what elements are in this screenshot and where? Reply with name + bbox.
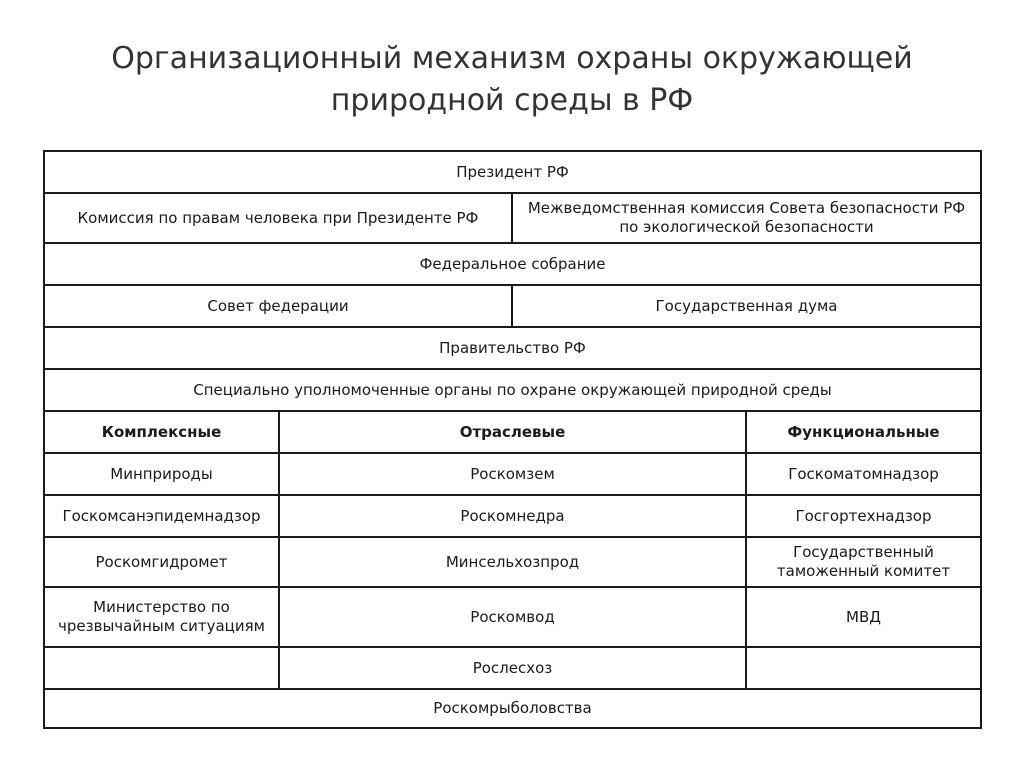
table-cell: Роскомвод (279, 587, 746, 647)
org-structure-table (43, 150, 982, 729)
table-cell (44, 647, 279, 689)
table-cell: МВД (746, 587, 981, 647)
table-cell: Госгортехнадзор (746, 495, 981, 537)
federation-council-cell: Совет федерации (44, 285, 512, 327)
government-cell: Правительство РФ (44, 327, 981, 369)
table-cell: Роскомнедра (279, 495, 746, 537)
table-cell: Роскомрыболовства (44, 689, 981, 728)
federal-assembly-cell: Федеральное собрание (44, 243, 981, 285)
table-cell: Госкомсанэпидемнадзор (44, 495, 279, 537)
table-cell (746, 647, 981, 689)
table-cell: Государственный таможенный комитет (746, 537, 981, 587)
header-complex: Комплексные (44, 411, 279, 453)
header-sectoral: Отраслевые (279, 411, 746, 453)
table-cell: Госкоматомнадзор (746, 453, 981, 495)
table-row (44, 151, 981, 193)
authorized-bodies-cell: Специально уполномоченные органы по охране окружающей природной среды (44, 369, 981, 411)
president-cell: Президент РФ (44, 151, 981, 193)
table-cell: Минприроды (44, 453, 279, 495)
table-cell: Минсельхозпрод (279, 537, 746, 587)
table-cell: Министерство по чрезвычайным ситуациям (44, 587, 279, 647)
table-row (44, 537, 981, 587)
org-structure-table-container (43, 150, 982, 729)
security-commission-cell: Межведомственная комиссия Совета безопасности РФ по экологической безопасности (512, 193, 981, 243)
table-row (44, 453, 981, 495)
table-row (44, 285, 981, 327)
table-header-row (44, 411, 981, 453)
table-cell: Роскомгидромет (44, 537, 279, 587)
table-row (44, 243, 981, 285)
human-rights-commission-cell: Комиссия по правам человека при Президенте РФ (44, 193, 512, 243)
table-row (44, 369, 981, 411)
table-row (44, 587, 981, 647)
table-row (44, 327, 981, 369)
table-row (44, 193, 981, 243)
page-title: Организационный механизм охраны окружающей природной среды в РФ (111, 41, 913, 118)
table-row (44, 647, 981, 689)
state-duma-cell: Государственная дума (512, 285, 981, 327)
table-cell: Роскомзем (279, 453, 746, 495)
table-row (44, 689, 981, 728)
header-functional: Функциональные (746, 411, 981, 453)
table-cell: Рослесхоз (279, 647, 746, 689)
table-row (44, 495, 981, 537)
